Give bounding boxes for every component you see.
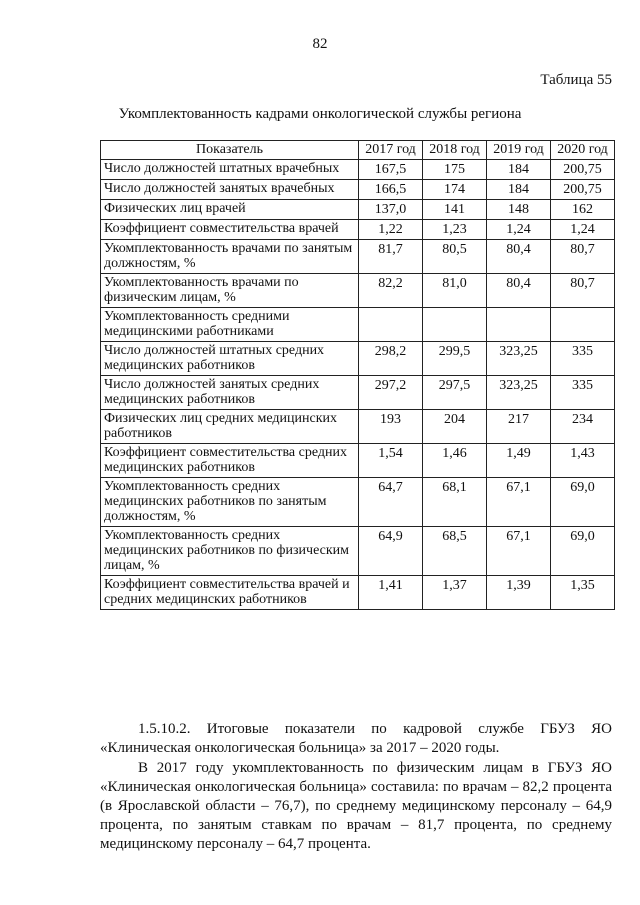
value-cell: 80,4 xyxy=(487,274,551,308)
value-cell: 148 xyxy=(487,200,551,220)
table-row xyxy=(101,180,615,200)
column-header-indicator: Показатель xyxy=(101,141,359,160)
value-cell: 1,22 xyxy=(359,220,423,240)
value-cell: 323,25 xyxy=(487,342,551,376)
value-cell: 80,7 xyxy=(551,274,615,308)
value-cell: 69,0 xyxy=(551,527,615,576)
indicator-cell: Число должностей штатных врачебных xyxy=(101,160,359,180)
paragraph-summary-heading: 1.5.10.2. Итоговые показатели по кадровой службе ГБУЗ ЯО «Клиническая онкологическая больница» за 2017 – 2020 годы. xyxy=(100,721,612,756)
column-header-2019: 2019 год xyxy=(487,141,551,160)
column-header-2017: 2017 год xyxy=(359,141,423,160)
value-cell xyxy=(359,308,423,342)
value-cell: 217 xyxy=(487,410,551,444)
table-row xyxy=(101,200,615,220)
staffing-table xyxy=(100,140,615,610)
value-cell: 335 xyxy=(551,376,615,410)
value-cell: 80,7 xyxy=(551,240,615,274)
indicator-cell: Число должностей штатных средних медицинских работников xyxy=(101,342,359,376)
indicator-cell: Укомплектованность средних медицинских работников по занятым должностям, % xyxy=(101,478,359,527)
value-cell xyxy=(487,308,551,342)
value-cell: 234 xyxy=(551,410,615,444)
value-cell: 297,2 xyxy=(359,376,423,410)
value-cell: 137,0 xyxy=(359,200,423,220)
table-row xyxy=(101,527,615,576)
value-cell: 67,1 xyxy=(487,527,551,576)
table-row xyxy=(101,478,615,527)
value-cell: 1,23 xyxy=(423,220,487,240)
value-cell: 81,0 xyxy=(423,274,487,308)
table-row xyxy=(101,160,615,180)
value-cell: 67,1 xyxy=(487,478,551,527)
value-cell: 1,35 xyxy=(551,576,615,610)
indicator-cell: Коэффициент совместительства врачей xyxy=(101,220,359,240)
table-row xyxy=(101,220,615,240)
value-cell: 1,43 xyxy=(551,444,615,478)
value-cell: 166,5 xyxy=(359,180,423,200)
value-cell: 335 xyxy=(551,342,615,376)
indicator-cell: Укомплектованность врачами по занятым должностям, % xyxy=(101,240,359,274)
indicator-cell: Укомплектованность средних медицинских работников по физическим лицам, % xyxy=(101,527,359,576)
value-cell: 82,2 xyxy=(359,274,423,308)
value-cell: 80,5 xyxy=(423,240,487,274)
value-cell: 174 xyxy=(423,180,487,200)
value-cell: 69,0 xyxy=(551,478,615,527)
table-row xyxy=(101,342,615,376)
value-cell: 323,25 xyxy=(487,376,551,410)
indicator-cell: Физических лиц средних медицинских работников xyxy=(101,410,359,444)
value-cell: 141 xyxy=(423,200,487,220)
value-cell: 68,1 xyxy=(423,478,487,527)
table-row xyxy=(101,308,615,342)
value-cell: 1,24 xyxy=(487,220,551,240)
indicator-cell: Укомплектованность средними медицинскими работниками xyxy=(101,308,359,342)
value-cell: 1,41 xyxy=(359,576,423,610)
table-label: Таблица 55 xyxy=(540,72,612,88)
value-cell xyxy=(423,308,487,342)
indicator-cell: Число должностей занятых средних медицинских работников xyxy=(101,376,359,410)
column-header-2018: 2018 год xyxy=(423,141,487,160)
value-cell: 200,75 xyxy=(551,180,615,200)
value-cell: 297,5 xyxy=(423,376,487,410)
value-cell: 1,39 xyxy=(487,576,551,610)
table-row xyxy=(101,240,615,274)
indicator-cell: Укомплектованность врачами по физическим лицам, % xyxy=(101,274,359,308)
value-cell: 299,5 xyxy=(423,342,487,376)
indicator-cell: Коэффициент совместительства врачей и средних медицинских работников xyxy=(101,576,359,610)
column-header-2020: 2020 год xyxy=(551,141,615,160)
indicator-cell: Физических лиц врачей xyxy=(101,200,359,220)
value-cell: 1,46 xyxy=(423,444,487,478)
value-cell: 298,2 xyxy=(359,342,423,376)
value-cell: 162 xyxy=(551,200,615,220)
value-cell: 184 xyxy=(487,180,551,200)
table-header-row xyxy=(101,141,615,160)
value-cell: 175 xyxy=(423,160,487,180)
table-body xyxy=(101,160,615,610)
value-cell: 1,49 xyxy=(487,444,551,478)
value-cell: 1,24 xyxy=(551,220,615,240)
value-cell: 64,7 xyxy=(359,478,423,527)
indicator-cell: Коэффициент совместительства средних медицинских работников xyxy=(101,444,359,478)
value-cell: 68,5 xyxy=(423,527,487,576)
table-row xyxy=(101,410,615,444)
value-cell: 193 xyxy=(359,410,423,444)
value-cell xyxy=(551,308,615,342)
indicator-cell: Число должностей занятых врачебных xyxy=(101,180,359,200)
value-cell: 204 xyxy=(423,410,487,444)
table-title: Укомплектованность кадрами онкологической службы региона xyxy=(118,106,522,122)
value-cell: 64,9 xyxy=(359,527,423,576)
value-cell: 1,54 xyxy=(359,444,423,478)
table-row xyxy=(101,274,615,308)
table-row xyxy=(101,576,615,610)
value-cell: 81,7 xyxy=(359,240,423,274)
paragraph-staffing-2017: В 2017 году укомплектованность по физическим лицам в ГБУЗ ЯО «Клиническая онкологическая больница» составила: по врачам – 82,2 процента (в Ярославской области – 76,7), по среднему медицинскому персоналу – 64,9 процента, по занятым ставкам по врачам – 81,7 процента, по среднему медицинскому персоналу – 64,7 процента. xyxy=(100,760,612,852)
value-cell: 80,4 xyxy=(487,240,551,274)
table-row xyxy=(101,376,615,410)
value-cell: 1,37 xyxy=(423,576,487,610)
value-cell: 167,5 xyxy=(359,160,423,180)
value-cell: 200,75 xyxy=(551,160,615,180)
page-number: 82 xyxy=(312,36,328,52)
table-row xyxy=(101,444,615,478)
value-cell: 184 xyxy=(487,160,551,180)
